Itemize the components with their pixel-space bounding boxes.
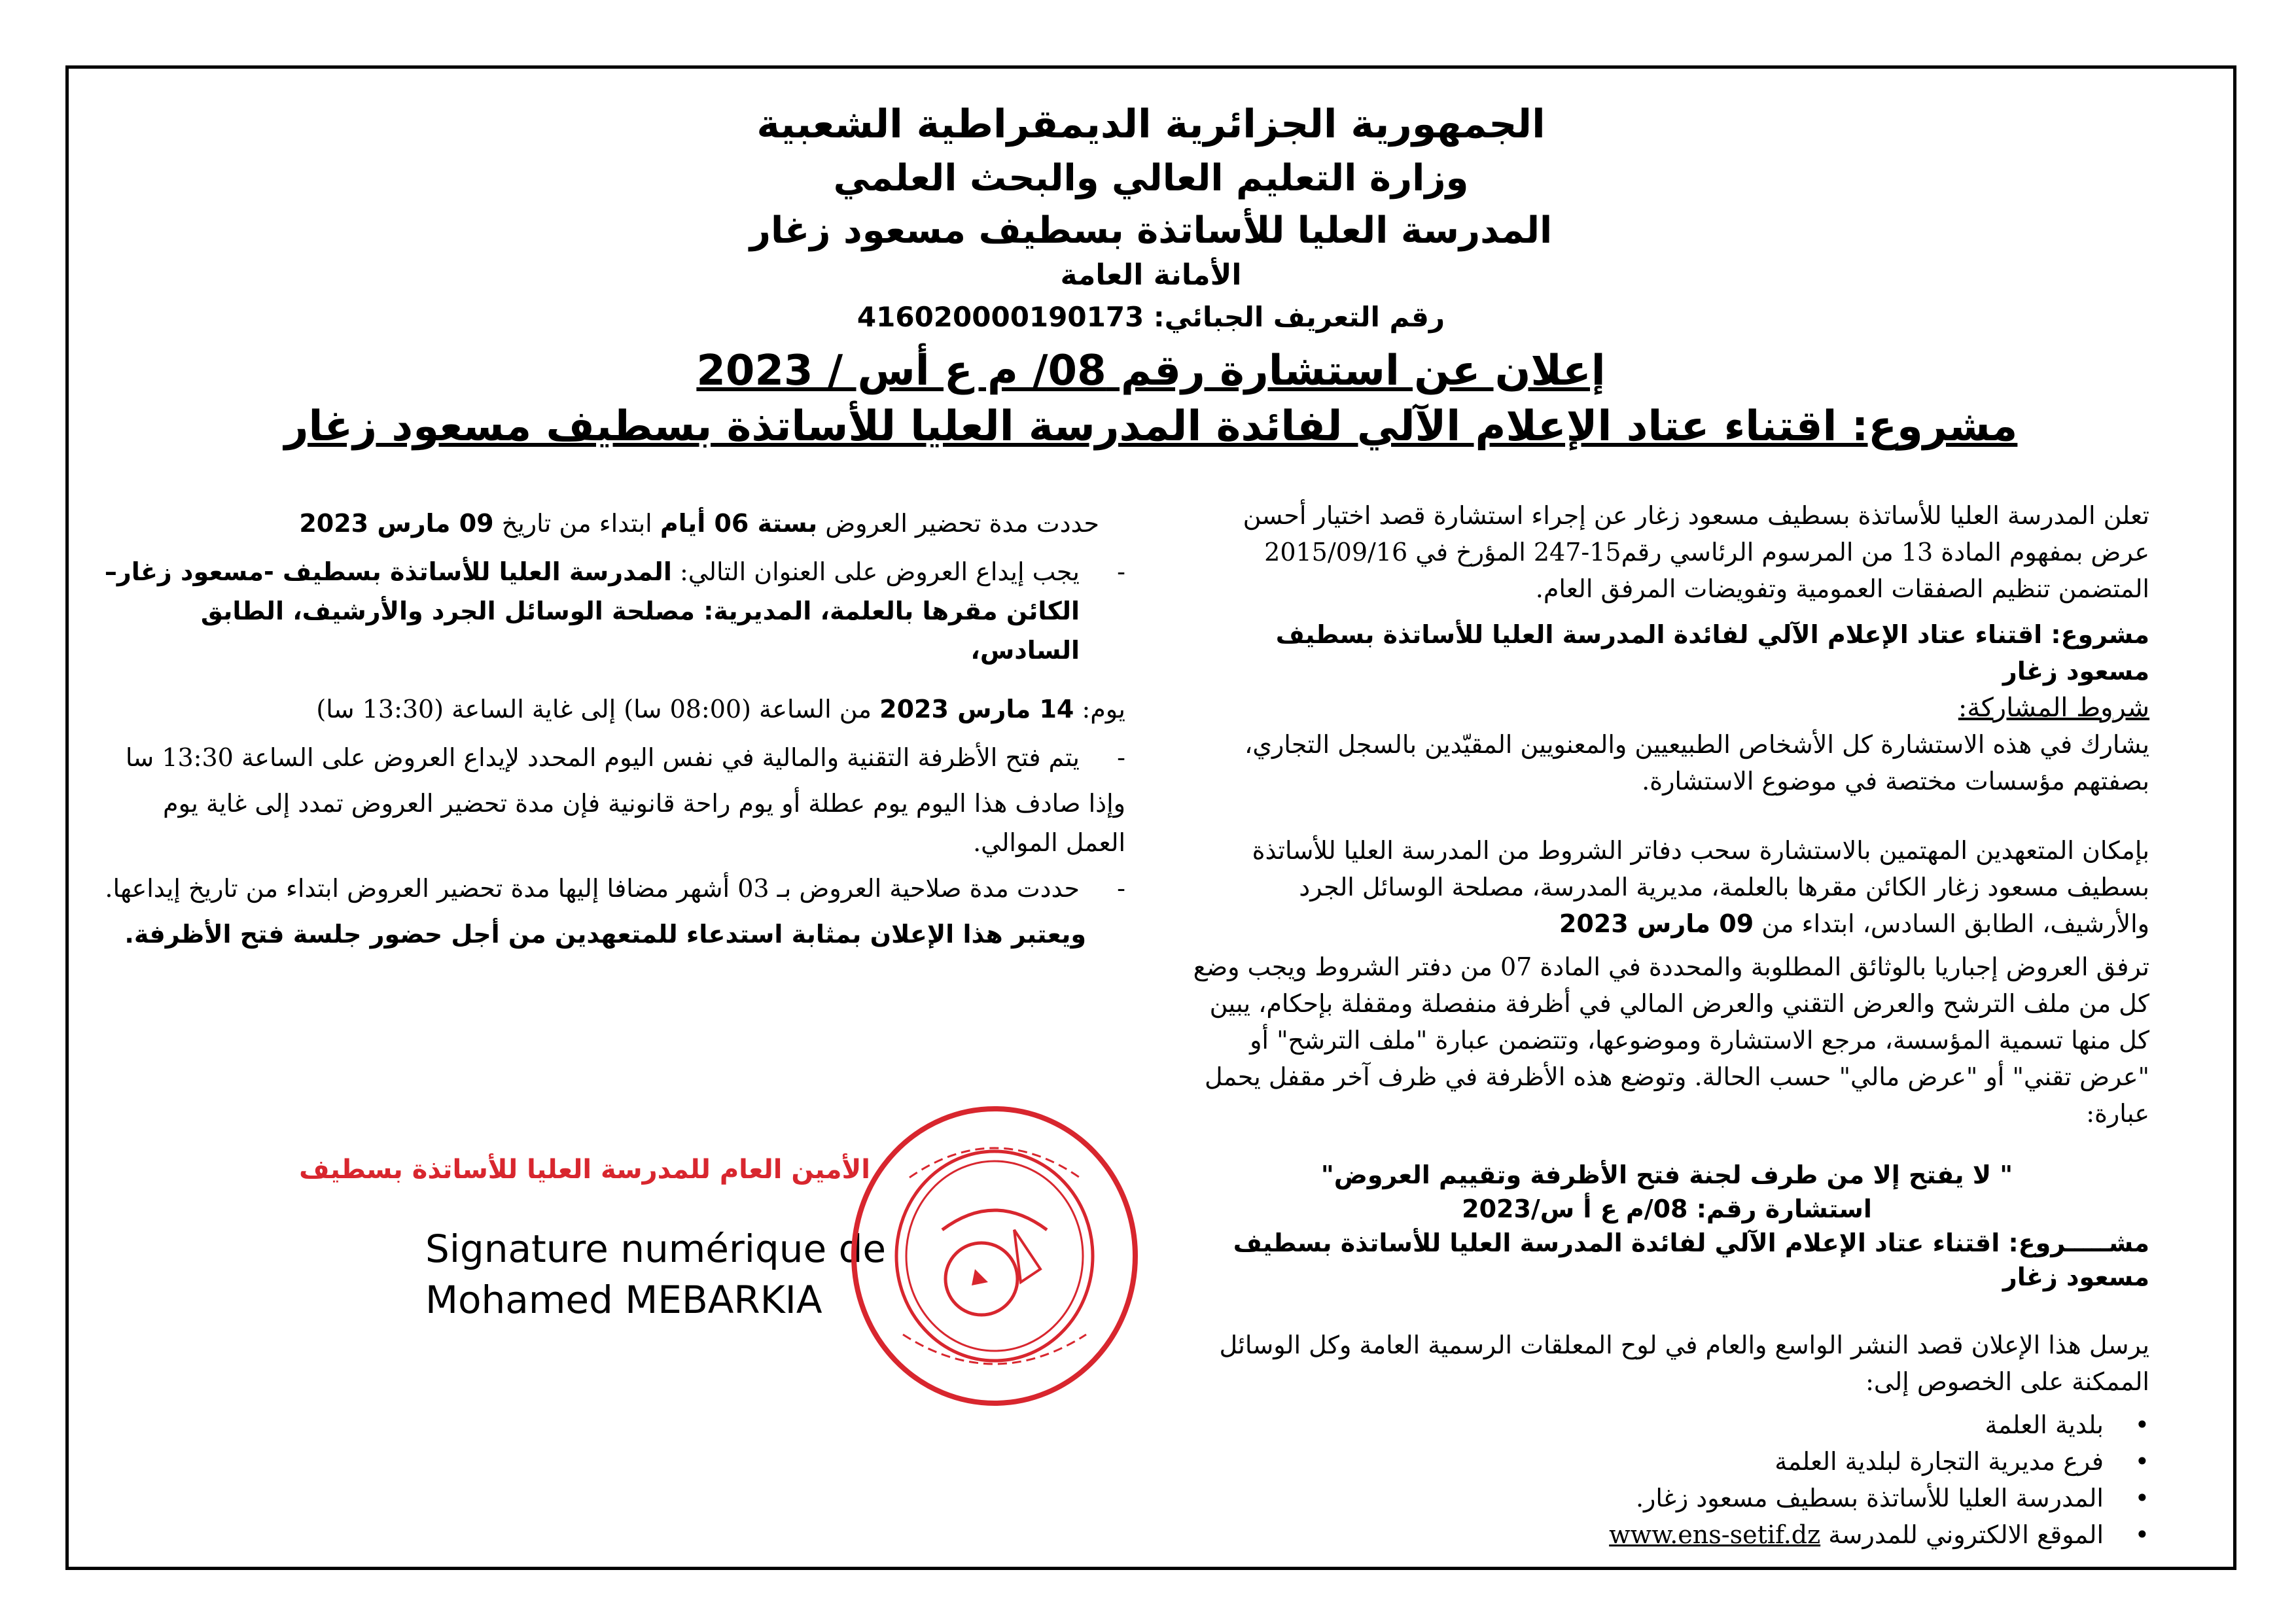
deposit-text: يجب إيداع العروض على العنوان التالي: — [679, 557, 1080, 586]
validity-item: - حددت مدة صلاحية العروض بـ 03 أشهر مضافا إليها مدة تحضير العروض ابتداء من تاريخ إيداعها. — [105, 874, 1125, 903]
conditions-heading: شروط المشاركة: — [1958, 693, 2149, 723]
envelope-line2: استشارة رقم: 08/م ع أ س/2023 — [1462, 1195, 1872, 1223]
withdraw-paragraph — [1184, 832, 2149, 942]
envelope-block — [1184, 1158, 2149, 1294]
day-label: يوم: — [1082, 695, 1125, 724]
stamp-title: الأمين العام للمدرسة العليا للأساتذة بسطيف — [299, 1155, 870, 1185]
summons-paragraph: ويعتبر هذا الإعلان بمثابة استدعاء للمتعهدين من أجل حضور جلسة فتح الأظرفة. — [124, 920, 1086, 949]
withdraw-text: بإمكان المتعهدين المهتمين بالاستشارة سحب دفاتر الشروط من المدرسة العليا للأساتذة بسطيف مسعود زغار الكائن مقرها بالعلمة، مديرية المدرسة، مصلحة الوسائل الجرد والأرشيف، الطابق السادس، ابتداء من — [1252, 836, 2149, 938]
publish-paragraph: يرسل هذا الإعلان قصد النشر الواسع والعام في لوح المعلقات الرسمية العامة وكل الوسائل الممكنة على الخصوص إلى: — [1219, 1331, 2149, 1396]
intro-paragraph: تعلن المدرسة العليا للأساتذة بسطيف مسعود زغار عن إجراء استشارة قصد اختيار أحسن عرض بمفهوم المادة 13 من المرسوم الرئاسي رقم15-247 المؤرخ في 2015/09/16 المتضمن تنظيم الصفقات العمومية وتفويضات المرفق العام. — [1243, 501, 2149, 603]
day-hours: من الساعة (08:00 سا) إلى غاية الساعة (13:30 سا) — [316, 695, 872, 724]
withdraw-date: 09 مارس 2023 — [1559, 909, 1754, 938]
offers-paragraph: ترفق العروض إجباريا بالوثائق المطلوبة والمحددة في المادة 07 من دفتر الشروط ويجب وضع كل من ملف الترشح والعرض التقني والعرض المالي في أظرفة منفصلة ومقفلة بإحكام، يبين كل منها تسمية المؤسسة، مرجع الاستشارة وموضوعها، وتتضمن عبارة "ملف الترشح" أو "عرض تقني" أو "عرض مالي" حسب الحالة. وتوضع هذه الأظرفة في ظرف آخر مقفل يحمل عبارة: — [1193, 952, 2149, 1128]
school-heading: المدرسة العليا للأساتذة بسطيف مسعود زغار — [749, 209, 1553, 252]
distribution-list — [1184, 1406, 2149, 1553]
opening-text: يتم فتح الأظرفة التقنية والمالية في نفس اليوم المحدد لإيداع العروض على الساعة 13:30 سا — [125, 743, 1080, 772]
day-paragraph — [98, 689, 1125, 729]
tax-id: رقم التعريف الجبائي: 416020000190173 — [857, 301, 1445, 333]
department-heading: الأمانة العامة — [1060, 258, 1242, 292]
opening-item: - يتم فتح الأظرفة التقنية والمالية في نفس اليوم المحدد لإيداع العروض على الساعة 13:30 سا — [125, 743, 1125, 772]
project-label: مشروع: اقتناء عتاد الإعلام الآلي لفائدة المدرسة العليا للأساتذة بسطيف مسعود زغار — [1275, 620, 2149, 686]
conditions-paragraph: يشارك في هذه الاستشارة كل الأشخاص الطبيعيين والمعنويين المقيّدين بالسجل التجاري، بصفتهم مؤسسات مختصة في موضوع الاستشارة. — [1244, 730, 2149, 795]
period-text-c: ابتداء من تاريخ — [501, 509, 652, 538]
list-item: • المدرسة العليا للأساتذة بسطيف مسعود زغار. — [1635, 1484, 2149, 1512]
ministry-heading: وزارة التعليم العالي والبحث العلمي — [833, 157, 1469, 200]
digital-signature — [425, 1223, 886, 1325]
republic-heading: الجمهورية الجزائرية الديمقراطية الشعبية — [756, 101, 1545, 147]
announcement-title: إعلان عن استشارة رقم 08/ م ع أس / 2023 — [696, 347, 1606, 395]
website-link[interactable]: www.ens-setif.dz — [1609, 1520, 1821, 1549]
deposit-address: المدرسة العليا للأساتذة بسطيف -مسعود زغار– الكائن مقرها بالعلمة، المديرية: مصلحة الوسائل الجرد والأرشيف، الطابق السادس، — [104, 557, 1080, 665]
left-column — [98, 504, 1125, 954]
deposit-item: - يجب إيداع العروض على العنوان التالي: المدرسة العليا للأساتذة بسطيف -مسعود زغار– الكائن مقرها بالعلمة، المديرية: مصلحة الوسائل الجرد والأرشيف، الطابق السادس، — [104, 557, 1125, 665]
period-paragraph — [98, 504, 1125, 543]
period-text-a: حددت مدة تحضير العروض — [825, 509, 1099, 538]
period-days: بستة 06 أيام — [660, 509, 818, 538]
signature-line1: Signature numérique de — [425, 1227, 887, 1271]
envelope-line3: مشـــــروع: اقتناء عتاد الإعلام الآلي لفائدة المدرسة العليا للأساتذة بسطيف مسعود زغار — [1233, 1229, 2149, 1291]
right-column — [1184, 497, 2149, 1553]
period-date: 09 مارس 2023 — [299, 509, 494, 538]
validity-text: حددت مدة صلاحية العروض بـ 03 أشهر مضافا إليها مدة تحضير العروض ابتداء من تاريخ إيداعها. — [105, 874, 1080, 903]
list-item: • فرع مديرية التجارة لبلدية العلمة — [1775, 1447, 2149, 1476]
envelope-line1: " لا يفتح إلا من طرف لجنة فتح الأظرفة وتقييم العروض" — [1320, 1161, 2013, 1189]
holiday-paragraph: وإذا صادف هذا اليوم يوم عطلة أو يوم راحة قانونية فإن مدة تحضير العروض تمدد إلى غاية يوم العمل الموالي. — [163, 789, 1125, 857]
list-item: • الموقع الالكتروني للمدرسة www.ens-setif.dz — [1609, 1520, 2149, 1549]
list-item: • بلدية العلمة — [1985, 1410, 2149, 1439]
signature-line2: Mohamed MEBARKIA — [425, 1278, 822, 1322]
project-title: مشروع: اقتناء عتاد الإعلام الآلي لفائدة المدرسة العليا للأساتذة بسطيف مسعود زغار — [284, 402, 2018, 451]
official-seal-icon — [844, 1099, 1145, 1413]
day-date: 14 مارس 2023 — [879, 695, 1074, 724]
